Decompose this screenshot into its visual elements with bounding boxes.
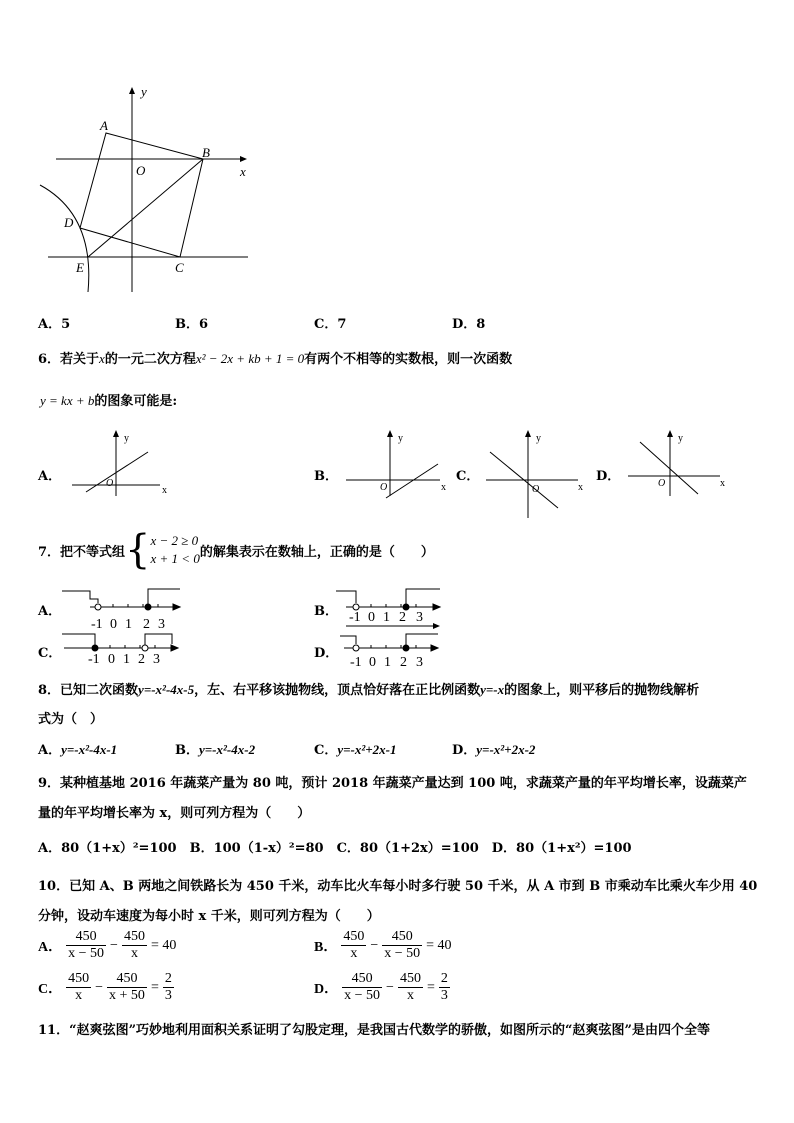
label-d: D <box>64 215 74 230</box>
svg-text:O: O <box>532 484 540 495</box>
q6-graph-a <box>68 428 178 500</box>
inequality-system: x − 2 ≥ 0 x + 1 < 0 <box>150 533 200 566</box>
segment-eb <box>88 159 203 257</box>
label-o: O <box>136 163 146 178</box>
q6-graph-b <box>342 428 452 500</box>
q7-numberline-c <box>60 630 185 670</box>
svg-text:3: 3 <box>416 610 423 625</box>
svg-text:0: 0 <box>110 617 117 632</box>
q10-option-b[interactable]: B． $\frac{450}{x}$ − $\frac{450}{x - 50}$ = 40 <box>314 929 452 961</box>
svg-text:x: x <box>720 478 725 489</box>
q10-stem-line2: 分钟，设动车速度为每小时 x 千米，则可列方程为（ ） <box>38 909 380 924</box>
label-e: E <box>76 260 84 275</box>
top-geometry-figure <box>30 78 260 300</box>
label-x: x <box>240 164 246 179</box>
q7-option-b[interactable]: B． <box>314 604 338 619</box>
q9-stem-line2: 量的年平均增长率为 x，则可列方程为（ ） <box>38 806 311 821</box>
q6-option-b[interactable]: B． <box>314 469 338 484</box>
svg-text:-1: -1 <box>350 655 362 670</box>
svg-text:1: 1 <box>125 617 132 632</box>
graph-d-line <box>640 442 698 494</box>
arc <box>40 185 89 292</box>
label-a: A <box>100 118 108 133</box>
q5-option-b[interactable]: B．6 <box>175 317 209 332</box>
q9-stem-line1: 9．某种植基地 2016 年蔬菜产量为 80 吨，预计 2018 年蔬菜产量达到 100 吨，求蔬菜产量的年平均增长率，设蔬菜产 <box>38 776 747 791</box>
svg-text:3: 3 <box>158 617 165 632</box>
q6-option-d[interactable]: D． <box>596 469 621 484</box>
q7-stem: 7．把不等式组 { x − 2 ≥ 0 x + 1 < 0 的解集表示在数轴上，正确的是（ ） <box>38 527 434 573</box>
q8-stem-line2: 式为（ ） <box>38 712 104 727</box>
q10-option-d[interactable]: D． $\frac{450}{x - 50}$ − $\frac{450}{x}$ = $\frac{2}{3}$ <box>314 971 448 1003</box>
svg-text:0: 0 <box>369 655 376 670</box>
q6-stem-line1: 6．若关于x的一元二次方程x² − 2x + kb + 1 = 0有两个不相等的实数根，则一次函数 <box>38 351 513 367</box>
q8-stem-line1: 8．已知二次函数y=-x²-4x-5，左、右平移该抛物线，顶点恰好落在正比例函数y=-x的图象上，则平移后的抛物线解析 <box>38 682 700 698</box>
q7-option-d[interactable]: D． <box>314 646 339 661</box>
svg-text:1: 1 <box>123 652 130 667</box>
svg-text:1: 1 <box>384 655 391 670</box>
svg-text:y: y <box>398 433 403 444</box>
q8-option-d[interactable]: D．y=-x²+2x-2 <box>452 742 536 758</box>
svg-text:-1: -1 <box>88 652 100 667</box>
system-brace: { <box>125 527 151 573</box>
label-y: y <box>141 84 147 99</box>
svg-text:2: 2 <box>399 610 406 625</box>
graph-a-line <box>86 452 148 492</box>
svg-text:-1: -1 <box>349 610 361 625</box>
q5-option-a[interactable]: A．5 <box>38 317 71 332</box>
q7-numberline-a <box>60 585 185 635</box>
svg-text:x: x <box>162 485 167 496</box>
parallelogram-abcd <box>80 133 203 257</box>
q10-option-a[interactable]: A． $\frac{450}{x - 50}$ − $\frac{450}{x}$ = 40 <box>38 929 177 961</box>
q7-option-a[interactable]: A． <box>38 604 62 619</box>
svg-text:O: O <box>380 482 388 493</box>
label-b: B <box>202 145 210 160</box>
svg-text:3: 3 <box>153 652 160 667</box>
q6-stem-line2: y = kx + b的图象可能是: <box>40 393 178 409</box>
svg-text:2: 2 <box>400 655 407 670</box>
svg-text:0: 0 <box>368 610 375 625</box>
svg-text:3: 3 <box>416 655 423 670</box>
q10-stem-line1: 10．已知 A、B 两地之间铁路长为 450 千米，动车比火车每小时多行驶 50 千米，从 A 市到 B 市乘动车比乘火车少用 40 <box>38 879 758 894</box>
svg-text:x: x <box>441 482 446 493</box>
q8-option-c[interactable]: C．y=-x²+2x-1 <box>314 742 397 758</box>
q6-option-a[interactable]: A． <box>38 469 62 484</box>
q10-option-c[interactable]: C． $\frac{450}{x}$ − $\frac{450}{x + 50}$ = $\frac{2}{3}$ <box>38 971 172 1003</box>
q6-option-c[interactable]: C． <box>456 469 480 484</box>
svg-text:y: y <box>124 433 129 444</box>
q11-stem-line1: 11．“赵爽弦图”巧妙地利用面积关系证明了勾股定理，是我国古代数学的骄傲，如图所示的“赵爽弦图”是由四个全等 <box>38 1023 711 1038</box>
q6-graph-c <box>482 428 592 522</box>
q7-numberline-d <box>340 628 445 670</box>
svg-text:1: 1 <box>383 610 390 625</box>
svg-text:y: y <box>678 433 683 444</box>
label-c: C <box>175 260 184 275</box>
svg-text:y: y <box>536 433 541 444</box>
svg-text:O: O <box>658 478 666 489</box>
q5-option-d[interactable]: D．8 <box>452 317 486 332</box>
svg-text:-1: -1 <box>91 617 103 632</box>
svg-text:2: 2 <box>143 617 150 632</box>
svg-text:O: O <box>106 478 114 489</box>
q5-option-c[interactable]: C．7 <box>314 317 347 332</box>
q9-options[interactable]: A．80（1+x）²=100 B．100（1-x）²=80 C．80（1+2x）=100 D．80（1+x²）=100 <box>38 841 632 856</box>
q6-graph-d <box>624 428 734 500</box>
q7-option-c[interactable]: C． <box>38 646 62 661</box>
q8-option-a[interactable]: A．y=-x²-4x-1 <box>38 742 118 758</box>
svg-text:2: 2 <box>138 652 145 667</box>
q8-option-b[interactable]: B．y=-x²-4x-2 <box>175 742 256 758</box>
graph-b-line <box>386 464 438 498</box>
svg-text:x: x <box>578 482 583 493</box>
svg-text:0: 0 <box>108 652 115 667</box>
